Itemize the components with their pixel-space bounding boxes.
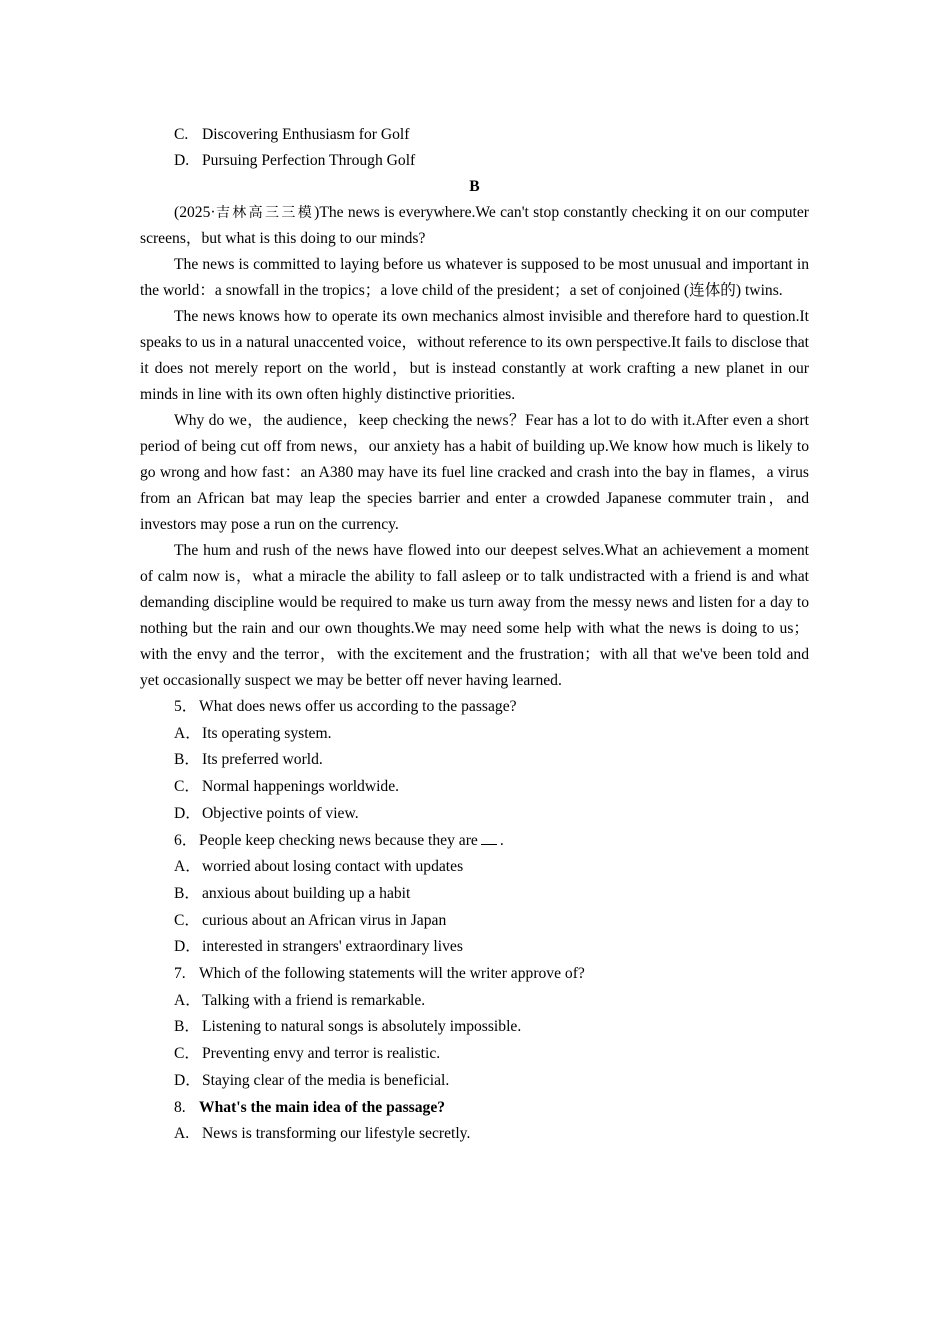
q7-option-d bbox=[140, 1068, 809, 1095]
option-letter: D． bbox=[174, 938, 201, 956]
q7-option-c bbox=[140, 1041, 809, 1068]
question-number: 8. bbox=[174, 1098, 186, 1116]
option-letter: C. bbox=[174, 126, 189, 143]
option-text: anxious about building up a habit bbox=[202, 884, 411, 902]
prev-option-d bbox=[140, 148, 809, 174]
question-number: 7. bbox=[174, 965, 186, 983]
option-text: interested in strangers' extraordinary lives bbox=[202, 938, 463, 956]
question-7 bbox=[140, 961, 809, 988]
question-6 bbox=[140, 828, 809, 855]
question-text: What does news offer us according to the passage? bbox=[199, 698, 517, 715]
option-letter: D． bbox=[174, 804, 201, 822]
option-letter: C． bbox=[174, 911, 200, 929]
source-cn: 吉林高三三模 bbox=[215, 205, 315, 221]
question-text: Which of the following statements will the writer approve of? bbox=[199, 965, 585, 983]
question-5 bbox=[140, 694, 809, 721]
q7-option-b bbox=[140, 1014, 809, 1041]
option-letter: A． bbox=[174, 858, 201, 876]
option-letter: D. bbox=[174, 152, 190, 169]
option-letter: A． bbox=[174, 724, 201, 742]
option-letter: B． bbox=[174, 884, 200, 902]
option-letter: C． bbox=[174, 778, 200, 796]
question-text: People keep checking news because they are bbox=[199, 831, 478, 849]
option-text: News is transforming our lifestyle secretly. bbox=[202, 1125, 471, 1143]
option-text: worried about losing contact with updates bbox=[202, 858, 464, 876]
source-prefix: (2025· bbox=[174, 204, 216, 221]
q6-option-b bbox=[140, 881, 809, 908]
passage-paragraph-2: The news is committed to laying before us whatever is supposed to be most unusual and important in the world：a snowfall in the tropics；a love child of the president；a set of conjoined (连体的) twins. bbox=[140, 256, 809, 299]
q5-option-a bbox=[140, 721, 809, 748]
passage-paragraph-3: The news knows how to operate its own mechanics almost invisible and therefore hard to question.It speaks to us in a natural unaccented voice，without reference to its own perspective.It fails to disclose that it does not merely report on the world，but is instead constantly at work crafting a new planet in our minds in line with its own often highly distinctive priorities. bbox=[140, 308, 809, 403]
option-letter: A. bbox=[174, 1125, 190, 1143]
option-letter: D． bbox=[174, 1071, 201, 1089]
option-text: Objective points of view. bbox=[202, 804, 359, 822]
option-text: Pursuing Perfection Through Golf bbox=[202, 152, 416, 169]
option-text: Its preferred world. bbox=[202, 751, 323, 769]
question-number: 5． bbox=[174, 698, 198, 715]
option-text: Talking with a friend is remarkable. bbox=[202, 991, 426, 1009]
question-number: 6． bbox=[174, 831, 198, 849]
option-letter: B． bbox=[174, 751, 200, 769]
question-text: What's the main idea of the passage? bbox=[199, 1098, 446, 1116]
option-text: curious about an African virus in Japan bbox=[202, 911, 447, 929]
paragraph-text: The news is everywhere.We can't stop constantly checking it on our computer screens，but what is this doing to our minds? bbox=[140, 204, 809, 247]
question-8 bbox=[140, 1095, 809, 1122]
passage-paragraph-1 bbox=[140, 200, 809, 252]
answer-blank bbox=[481, 830, 497, 845]
passage-paragraph-5: The hum and rush of the news have flowed into our deepest selves.What an achievement a moment of calm now is，what a miracle the ability to fall asleep or to talk undistracted with a friend is and what demanding discipline would be required to make us turn away from the messy news and listen for a day to nothing but the rain and our own thoughts.We may need some help with what the news is doing to us；with the envy and the terror，with the excitement and the frustration；with all that we've been told and yet occasionally suspect we may be better off never having learned. bbox=[140, 542, 809, 689]
option-text: Staying clear of the media is beneficial. bbox=[202, 1071, 450, 1089]
option-text: Its operating system. bbox=[202, 724, 332, 742]
question-text-after: . bbox=[499, 831, 504, 849]
option-text: Preventing envy and terror is realistic. bbox=[202, 1045, 441, 1063]
q5-option-c bbox=[140, 774, 809, 801]
option-letter: A． bbox=[174, 991, 201, 1009]
option-text: Discovering Enthusiasm for Golf bbox=[202, 126, 410, 143]
q6-option-c bbox=[140, 908, 809, 935]
q6-option-d bbox=[140, 934, 809, 961]
option-letter: C． bbox=[174, 1045, 200, 1063]
passage-paragraph-4: Why do we，the audience，keep checking the news？Fear has a lot to do with it.After even a short period of being cut off from news，our anxiety has a habit of building up.We know how much is likely to go wrong and how fast：an A380 may have its fuel line cracked and crash into the bay in flames，a virus from an African bat may leap the species barrier and enter a crowded Japanese commuter train，and investors may pose a run on the currency. bbox=[140, 412, 809, 533]
document-page bbox=[140, 122, 809, 1148]
prev-option-c bbox=[140, 122, 809, 148]
source-suffix: ) bbox=[314, 204, 320, 221]
option-letter: B． bbox=[174, 1018, 200, 1036]
section-title: B bbox=[469, 178, 480, 195]
q5-option-d bbox=[140, 801, 809, 828]
q5-option-b bbox=[140, 747, 809, 774]
q6-option-a bbox=[140, 854, 809, 881]
q7-option-a bbox=[140, 988, 809, 1015]
option-text: Listening to natural songs is absolutely impossible. bbox=[202, 1018, 522, 1036]
option-text: Normal happenings worldwide. bbox=[202, 778, 400, 796]
q8-option-a bbox=[140, 1121, 809, 1148]
